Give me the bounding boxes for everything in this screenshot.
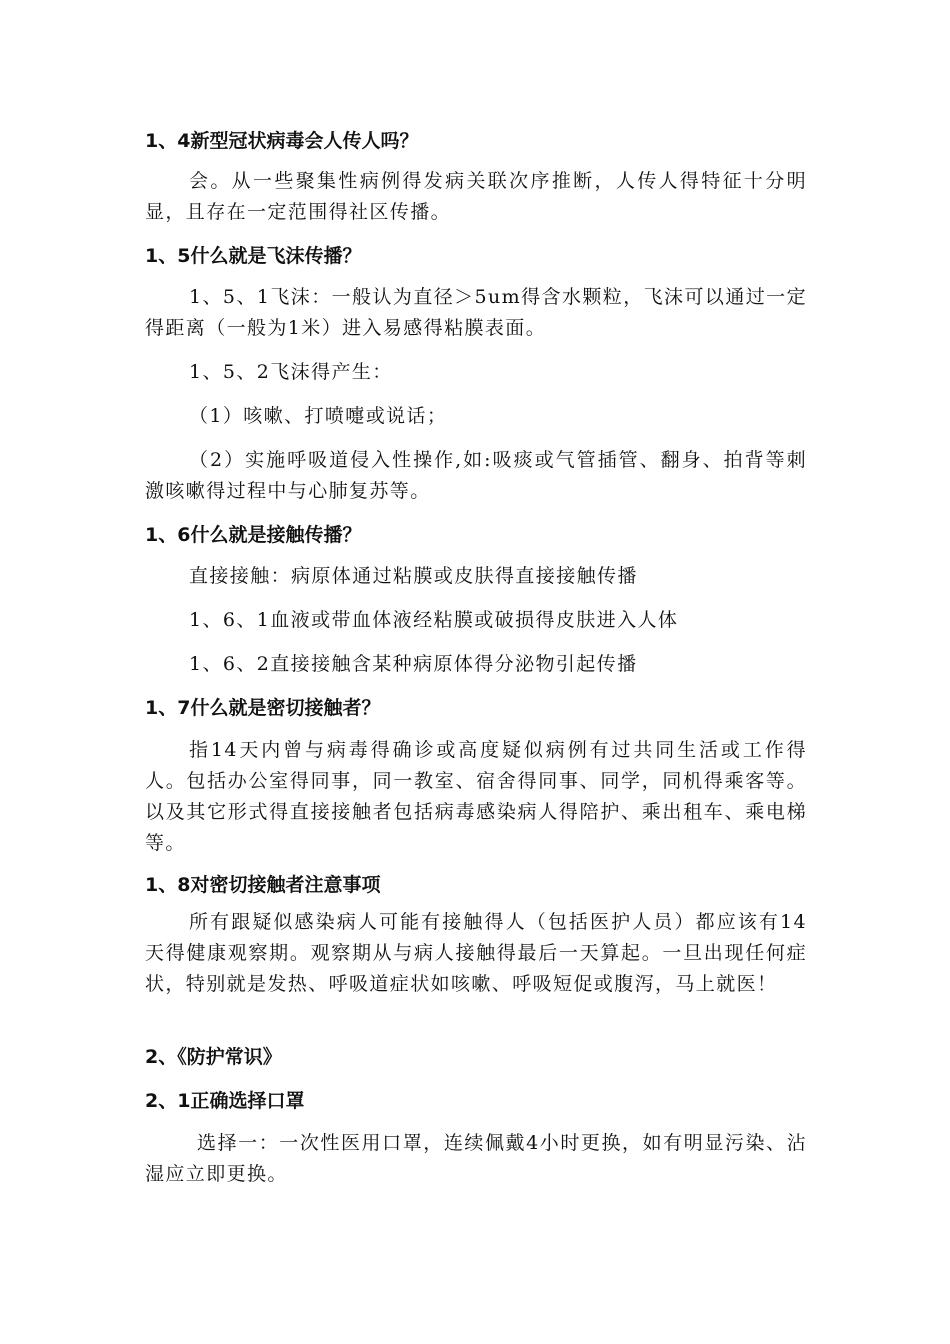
paragraph-droplet-item-2: （2）实施呼吸道侵入性操作,如:吸痰或气管插管、翻身、拍背等刺激咳嗽得过程中与心肺复苏等。 bbox=[145, 449, 807, 502]
section-heading-1-8: 1、8对密切接触者注意事项 bbox=[145, 874, 381, 896]
section-heading-1-6: 1、6什么就是接触传播？ bbox=[145, 524, 362, 546]
paragraph-1-6-2: 1、6、2直接接触含某种病原体得分泌物引起传播 bbox=[189, 653, 638, 675]
paragraph-direct-contact: 直接接触：病原体通过粘膜或皮肤得直接接触传播 bbox=[189, 565, 638, 587]
paragraph-observation: 所有跟疑似感染病人可能有接触得人（包括医护人员）都应该有14天得健康观察期。观察期从与病人接触得最后一天算起。一旦出现任何症状，特别就是发热、呼吸道症状如咳嗽、呼吸短促或腹泻，马上就医！ bbox=[145, 911, 807, 995]
paragraph-1-5-1: 1、5、1飞沫：一般认为直径＞5um得含水颗粒，飞沫可以通过一定得距离（一般为1米）进入易感得粘膜表面。 bbox=[145, 286, 807, 339]
paragraph-droplet-item-1: （1）咳嗽、打喷嚏或说话； bbox=[189, 405, 448, 427]
paragraph-1-5-2: 1、5、2飞沫得产生： bbox=[189, 361, 393, 383]
section-heading-2-1: 2、1正确选择口罩 bbox=[145, 1090, 305, 1112]
paragraph-1-6-1: 1、6、1血液或带血体液经粘膜或破损得皮肤进入人体 bbox=[189, 609, 679, 631]
section-heading-1-7: 1、7什么就是密切接触者？ bbox=[145, 697, 381, 719]
paragraph-close-contact: 指14天内曾与病毒得确诊或高度疑似病例有过共同生活或工作得人。包括办公室得同事，同一教室、宿舍得同事、同学，同机得乘客等。以及其它形式得直接接触者包括病毒感染病人得陪护、乘出租车、乘电梯等。 bbox=[145, 739, 807, 854]
section-heading-2: 2、《防护常识》 bbox=[145, 1046, 282, 1068]
paragraph-1-4-answer: 会。从一些聚集性病例得发病关联次序推断，人传人得特征十分明显，且存在一定范围得社区传播。 bbox=[145, 170, 807, 223]
section-heading-1-4: 1、4新型冠状病毒会人传人吗？ bbox=[145, 130, 419, 152]
section-heading-1-5: 1、5什么就是飞沫传播？ bbox=[145, 245, 362, 267]
paragraph-mask-option-1: 选择一：一次性医用口罩，连续佩戴4小时更换，如有明显污染、沾湿应立即更换。 bbox=[145, 1132, 807, 1185]
